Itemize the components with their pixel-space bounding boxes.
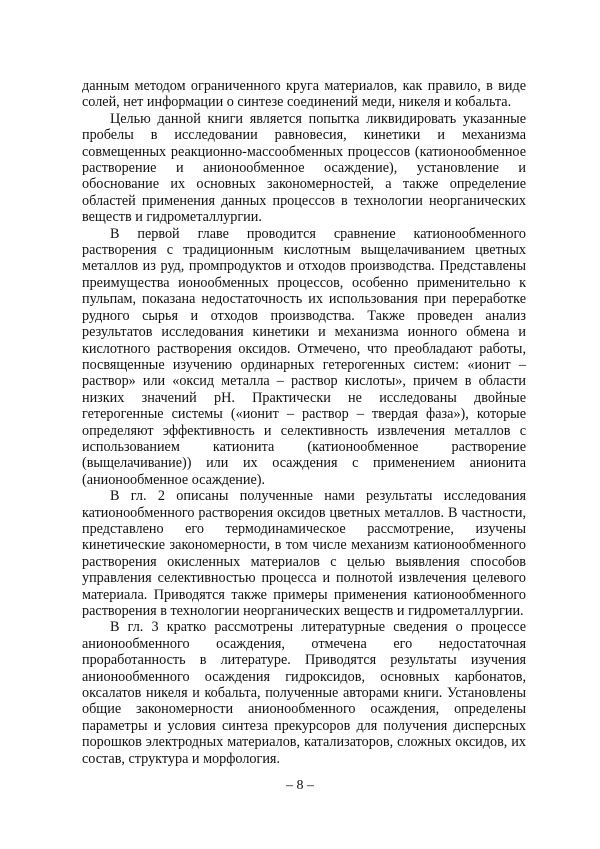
paragraph-2: Целью данной книги является попытка ликвидировать указанные пробелы в исследовании равновесия, кинетики и механизма совмещенных реакционно-массообменных процессов (катионообменное растворение и анионообменное осаждение), установление и обоснование их основных закономерностей, а также определение областей применения данных процессов в технологии неорганических веществ и гидрометаллургии. xyxy=(82,110,526,226)
paragraph-3: В первой главе проводится сравнение катионообменного растворения с традиционным кислотным выщелачиванием цветных металлов из руд, промпродуктов и отходов производства. Представлены преимущества ионообменных процессов, особенно применительно к пульпам, показана недостаточность их использования при переработке рудного сырья и отходов производства. Также проведен анализ результатов исследования кинетики и механизма ионного обмена и кислотного растворения оксидов. Отмечено, что преобладают работы, посвященные изучению ординарных гетерогенных систем: «ионит – раствор» или «оксид металла – раствор кислоты», причем в области низких значений pH. Практически не исследованы двойные гетерогенные системы («ионит – раствор – твердая фаза»), которые определяют эффективность и селективность извлечения металлов с использованием катионита (катионообменное растворение (выщелачивание)) или их осаждения с применением анионита (анионообменное осаждение). xyxy=(82,225,526,488)
paragraph-5: В гл. 3 кратко рассмотрены литературные сведения о процессе анионообменного осаждения, отмечена его недостаточная проработанность в литературе. Приводятся результаты изучения анионообменного осаждения гидроксидов, основных карбонатов, оксалатов никеля и кобальта, полученные авторами книги. Установлены общие закономерности анионообменного осаждения, определены параметры и условия синтеза прекурсоров для получения дисперсных порошков электродных материалов, катализаторов, сложных оксидов, их состав, структура и морфология. xyxy=(82,619,526,767)
page-number: – 8 – xyxy=(286,778,314,793)
paragraph-4: В гл. 2 описаны полученные нами результаты исследования катионообменного растворения оксидов цветных металлов. В частности, представлено его термодинамическое рассмотрение, изучены кинетические закономерности, в том числе механизм катионообменного растворения окисленных материалов с целью выявления способов управления селективностью процесса и полнотой извлечения целевого материала. Приводятся также примеры применения катионообменного растворения в технологии неорганических веществ и гидрометаллургии. xyxy=(82,488,526,619)
body-text xyxy=(82,78,526,767)
paragraph-1: данным методом ограниченного круга материалов, как правило, в виде солей, нет информации о синтезе соединений меди, никеля и кобальта. xyxy=(82,78,526,111)
